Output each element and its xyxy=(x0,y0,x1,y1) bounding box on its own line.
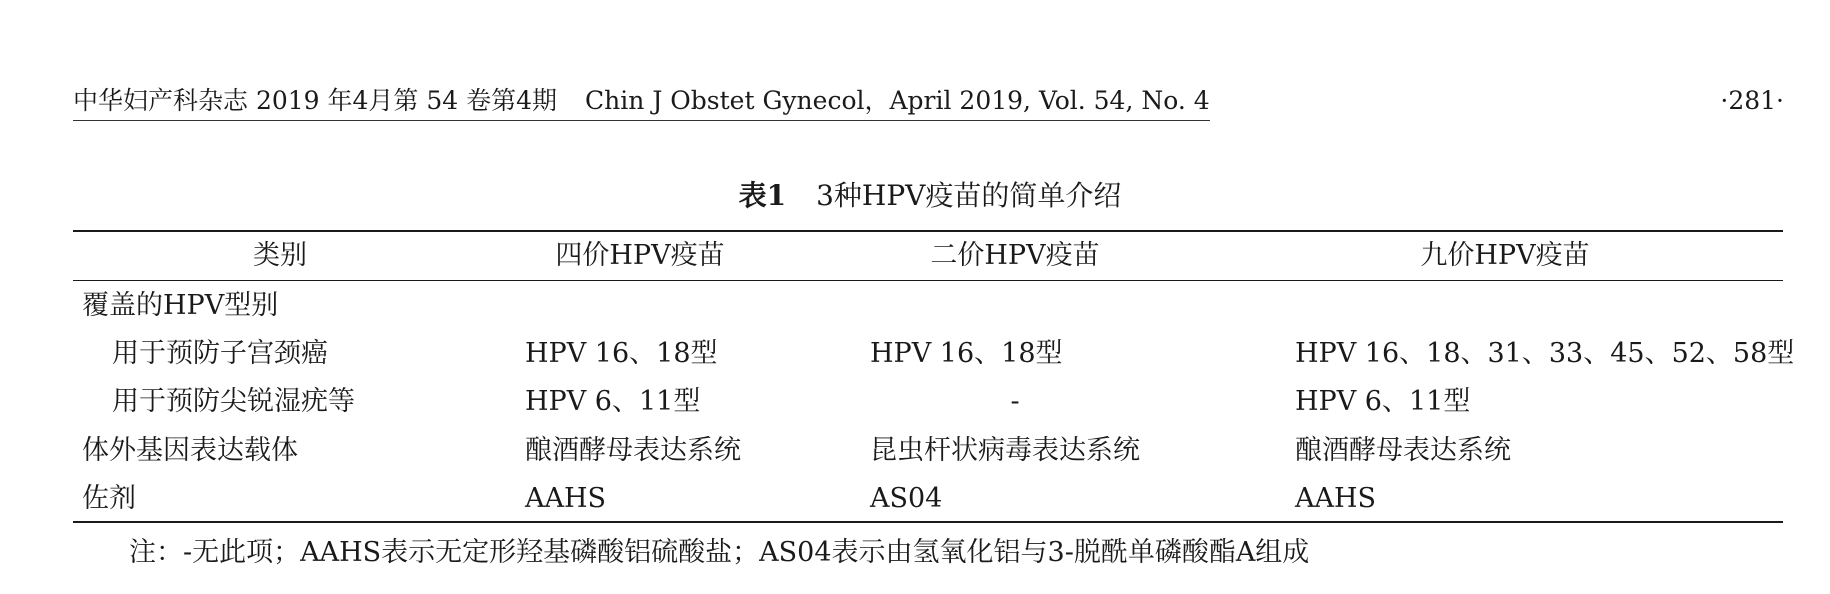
table-cell-row5-bivalent: AS04 xyxy=(870,483,943,514)
table-cell-row3-nonavalent: HPV 6、11型 xyxy=(1295,386,1471,417)
table-header-rule xyxy=(73,280,1783,281)
table-cell-row2-nonavalent: HPV 16、18、31、33、45、52、58型 xyxy=(1295,338,1795,369)
table-title xyxy=(0,177,1830,215)
table-cell-row4-bivalent: 昆虫杆状病毒表达系统 xyxy=(870,435,1140,466)
table-footnote: 注：-无此项；AAHS表示无定形羟基磷酸铝硫酸盐；AS04表示由氢氧化铝与3-脱酰单磷酸酯A组成 xyxy=(129,537,1310,568)
table-cell-row4-quadrivalent: 酿酒酵母表达系统 xyxy=(525,435,741,466)
table-cell-row3-category: 用于预防尖锐湿疣等 xyxy=(112,386,355,417)
table-cell-row2-quadrivalent: HPV 16、18型 xyxy=(525,338,718,369)
table-cell-row5-category: 佐剂 xyxy=(82,483,136,514)
table-cell-row1-category: 覆盖的HPV型别 xyxy=(82,290,279,321)
table-cell-row4-category: 体外基因表达载体 xyxy=(82,435,298,466)
table-header-bivalent: 二价HPV疫苗 xyxy=(930,240,1100,271)
page-number: ·281· xyxy=(1720,86,1784,115)
table-header-category: 类别 xyxy=(253,240,307,271)
table-header-nonavalent: 九价HPV疫苗 xyxy=(1420,240,1590,271)
table-cell-row5-nonavalent: AAHS xyxy=(1295,483,1377,514)
journal-citation-zh: 中华妇产科杂志 2019 年4月第 54 卷第4期 xyxy=(73,86,558,115)
table-cell-row3-bivalent: - xyxy=(1010,386,1020,417)
table-caption: 3种HPV疫苗的简单介绍 xyxy=(816,179,1122,212)
table-top-rule xyxy=(73,230,1783,232)
table-bottom-rule xyxy=(73,521,1783,523)
table-cell-row4-nonavalent: 酿酒酵母表达系统 xyxy=(1295,435,1511,466)
table-cell-row2-category: 用于预防子宫颈癌 xyxy=(112,338,328,369)
journal-citation-en: Chin J Obstet Gynecol，April 2019, Vol. 54, No. 4 xyxy=(585,86,1210,115)
table-cell-row5-quadrivalent: AAHS xyxy=(525,483,607,514)
table-header-quadrivalent: 四价HPV疫苗 xyxy=(555,240,725,271)
table-cell-row2-bivalent: HPV 16、18型 xyxy=(870,338,1063,369)
table-label: 表1 xyxy=(738,179,787,212)
table-cell-row3-quadrivalent: HPV 6、11型 xyxy=(525,386,701,417)
running-head xyxy=(73,84,1210,121)
